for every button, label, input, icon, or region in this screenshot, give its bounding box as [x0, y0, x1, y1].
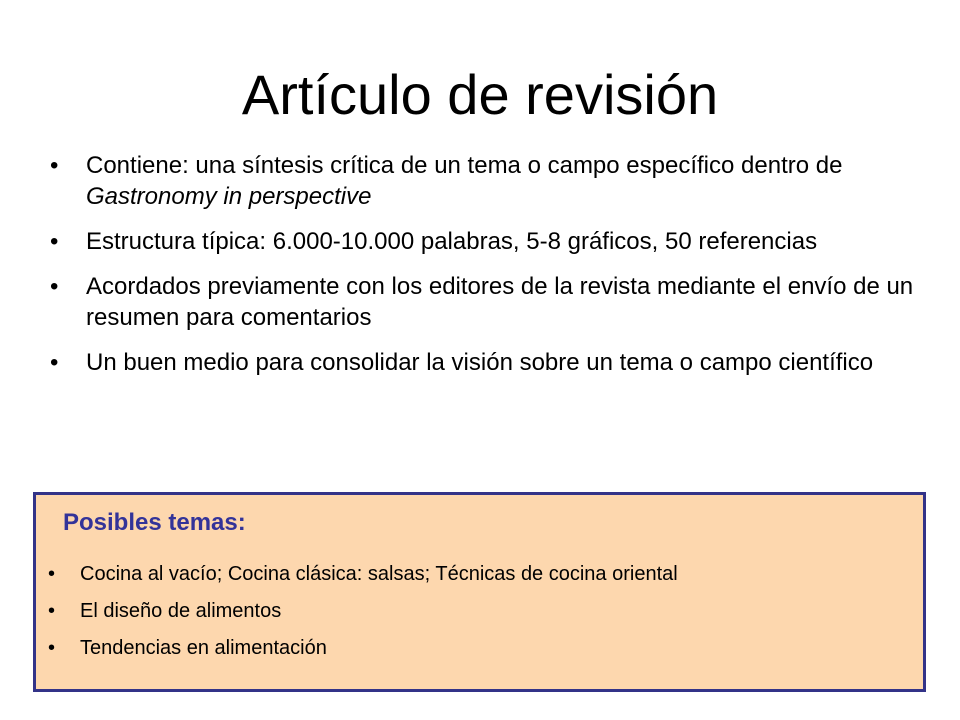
bullet-dot-icon: • [50, 228, 59, 255]
bullet-text: Estructura típica: 6.000-10.000 palabras, 5-8 gráficos, 50 referencias [86, 228, 818, 255]
bullet-item [46, 347, 916, 378]
bullet-dot-icon: • [48, 637, 56, 659]
bullet-text: Acordados previamente con los editores de la revista mediante el envío de un resumen para comentarios [86, 273, 914, 331]
bullet-dot-icon: • [50, 349, 59, 376]
journal-name: Gastronomy in perspective [86, 183, 372, 210]
topic-text: Tendencias en alimentación [80, 637, 327, 659]
slide-title: Artículo de revisión [241, 63, 719, 126]
bullet-text: Un buen medio para consolidar la visión sobre un tema o campo científico [86, 349, 874, 376]
bullet-dot-icon: • [48, 563, 56, 585]
topic-item [46, 561, 906, 587]
topic-text: Cocina al vacío; Cocina clásica: salsas; Técnicas de cocina oriental [80, 563, 678, 585]
bullet-text: Contiene: una síntesis crítica de un tema o campo específico dentro de [86, 152, 843, 179]
topic-text: El diseño de alimentos [80, 600, 282, 622]
bullet-item [46, 150, 916, 212]
topics-box [33, 492, 926, 692]
main-bullet-list [46, 150, 916, 392]
topic-item [46, 635, 906, 661]
topics-heading: Posibles temas: [63, 509, 246, 536]
bullet-item [46, 271, 916, 333]
topic-item [46, 598, 906, 624]
bullet-dot-icon: • [48, 600, 56, 622]
bullet-dot-icon: • [50, 152, 59, 179]
bullet-dot-icon: • [50, 273, 59, 300]
bullet-item [46, 226, 916, 257]
topics-list [46, 561, 906, 672]
